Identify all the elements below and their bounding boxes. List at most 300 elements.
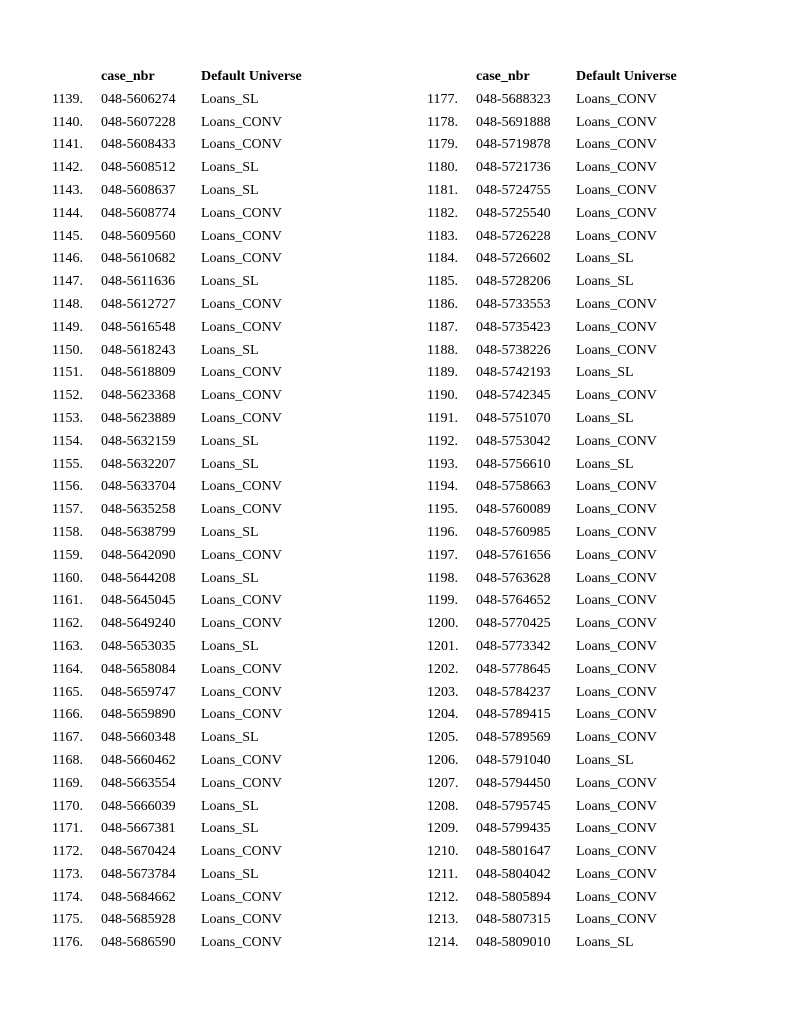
universe-cell: Loans_SL (576, 365, 634, 381)
table-row (427, 636, 716, 659)
universe-cell: Loans_CONV (576, 228, 657, 244)
table-row (427, 613, 716, 636)
row-number: 1156. (52, 479, 83, 495)
universe-cell: Loans_CONV (576, 433, 657, 449)
table-row (52, 590, 341, 613)
row-number: 1154. (52, 433, 83, 449)
universe-cell: Loans_CONV (576, 547, 657, 563)
table-row (427, 203, 716, 226)
table-row (52, 294, 341, 317)
universe-cell: Loans_CONV (576, 889, 657, 905)
case-nbr-cell: 048-5635258 (101, 502, 176, 518)
table-row (52, 340, 341, 363)
row-number: 1155. (52, 456, 83, 472)
row-number: 1170. (52, 798, 83, 814)
table-row (427, 362, 716, 385)
row-number: 1166. (52, 707, 83, 723)
table-row (427, 499, 716, 522)
table-row (52, 134, 341, 157)
table-row (427, 909, 716, 932)
table-row (427, 431, 716, 454)
row-number: 1192. (427, 433, 458, 449)
case-nbr-cell: 048-5807315 (476, 912, 551, 928)
universe-cell: Loans_CONV (576, 114, 657, 130)
universe-cell: Loans_CONV (201, 616, 282, 632)
table-row (52, 454, 341, 477)
table-row (427, 112, 716, 135)
case-nbr-cell: 048-5728206 (476, 274, 551, 290)
row-number: 1207. (427, 775, 459, 791)
table-row (427, 659, 716, 682)
row-number: 1150. (52, 342, 83, 358)
case-nbr-cell: 048-5809010 (476, 935, 551, 951)
case-nbr-cell: 048-5684662 (101, 889, 176, 905)
universe-cell: Loans_SL (201, 91, 259, 107)
case-nbr-header: case_nbr (101, 69, 155, 84)
row-number-header (427, 66, 476, 89)
case-nbr-cell: 048-5804042 (476, 866, 551, 882)
universe-cell: Loans_SL (201, 798, 259, 814)
table-row (52, 841, 341, 864)
table-row (427, 248, 716, 271)
universe-cell: Loans_CONV (201, 752, 282, 768)
table-row (427, 568, 716, 591)
table-row (52, 932, 341, 955)
table-row (52, 362, 341, 385)
case-nbr-cell: 048-5742345 (476, 388, 551, 404)
table-row (52, 750, 341, 773)
row-number: 1167. (52, 730, 83, 746)
row-number-header (52, 66, 101, 89)
universe-cell: Loans_CONV (201, 479, 282, 495)
row-number: 1172. (52, 844, 83, 860)
case-nbr-cell: 048-5610682 (101, 251, 176, 267)
table-row (52, 568, 341, 591)
table-row (52, 271, 341, 294)
row-number: 1169. (52, 775, 83, 791)
universe-cell: Loans_CONV (576, 319, 657, 335)
table-row (427, 180, 716, 203)
universe-cell: Loans_SL (201, 160, 259, 176)
case-nbr-cell: 048-5644208 (101, 570, 176, 586)
case-nbr-cell: 048-5673784 (101, 866, 176, 882)
universe-cell: Loans_CONV (201, 547, 282, 563)
case-nbr-cell: 048-5611636 (101, 274, 176, 290)
universe-cell: Loans_SL (201, 433, 259, 449)
universe-cell: Loans_CONV (576, 296, 657, 312)
table-row (52, 887, 341, 910)
case-nbr-cell: 048-5653035 (101, 638, 176, 654)
universe-cell: Loans_SL (201, 342, 259, 358)
row-number: 1203. (427, 684, 459, 700)
row-number: 1146. (52, 251, 83, 267)
case-nbr-cell: 048-5633704 (101, 479, 176, 495)
row-number: 1201. (427, 638, 459, 654)
case-nbr-cell: 048-5805894 (476, 889, 551, 905)
table-row (427, 271, 716, 294)
row-number: 1204. (427, 707, 459, 723)
table-row (52, 864, 341, 887)
row-number: 1144. (52, 205, 83, 221)
row-number: 1211. (427, 866, 458, 882)
case-nbr-cell: 048-5659747 (101, 684, 176, 700)
table-row (427, 294, 716, 317)
universe-cell: Loans_SL (201, 730, 259, 746)
universe-cell: Loans_CONV (201, 935, 282, 951)
case-nbr-cell: 048-5721736 (476, 160, 551, 176)
table-row (427, 773, 716, 796)
row-number: 1162. (52, 616, 83, 632)
row-number: 1151. (52, 365, 83, 381)
universe-cell: Loans_CONV (576, 479, 657, 495)
case-nbr-header: case_nbr (476, 69, 530, 84)
table-row (427, 226, 716, 249)
case-nbr-cell: 048-5799435 (476, 821, 551, 837)
row-number: 1176. (52, 935, 83, 951)
row-number: 1142. (52, 160, 83, 176)
case-nbr-cell: 048-5742193 (476, 365, 551, 381)
case-nbr-cell: 048-5760089 (476, 502, 551, 518)
left-column-table (52, 66, 341, 955)
table-row (52, 476, 341, 499)
default-universe-header: Default Universe (201, 69, 302, 84)
table-row (52, 431, 341, 454)
table-row (52, 203, 341, 226)
case-nbr-cell: 048-5688323 (476, 91, 551, 107)
table-header-row (427, 66, 716, 89)
universe-cell: Loans_CONV (576, 205, 657, 221)
row-number: 1141. (52, 137, 83, 153)
universe-cell: Loans_CONV (576, 844, 657, 860)
universe-cell: Loans_CONV (201, 388, 282, 404)
universe-cell: Loans_SL (201, 821, 259, 837)
case-nbr-cell: 048-5632159 (101, 433, 176, 449)
universe-cell: Loans_SL (576, 410, 634, 426)
case-nbr-cell: 048-5666039 (101, 798, 176, 814)
row-number: 1182. (427, 205, 458, 221)
universe-cell: Loans_CONV (576, 661, 657, 677)
row-number: 1145. (52, 228, 83, 244)
table-row (427, 408, 716, 431)
case-nbr-cell: 048-5608512 (101, 160, 176, 176)
universe-cell: Loans_CONV (576, 707, 657, 723)
row-number: 1174. (52, 889, 83, 905)
row-number: 1193. (427, 456, 458, 472)
row-number: 1198. (427, 570, 458, 586)
case-nbr-cell: 048-5659890 (101, 707, 176, 723)
case-nbr-cell: 048-5618243 (101, 342, 176, 358)
case-nbr-cell: 048-5623889 (101, 410, 176, 426)
universe-cell: Loans_CONV (576, 137, 657, 153)
row-number: 1196. (427, 524, 458, 540)
table-row (427, 750, 716, 773)
universe-cell: Loans_CONV (201, 889, 282, 905)
row-number: 1178. (427, 114, 458, 130)
table-row (52, 157, 341, 180)
row-number: 1163. (52, 638, 83, 654)
row-number: 1197. (427, 547, 458, 563)
case-nbr-cell: 048-5686590 (101, 935, 176, 951)
case-nbr-cell: 048-5724755 (476, 182, 551, 198)
row-number: 1205. (427, 730, 459, 746)
table-row (52, 682, 341, 705)
case-nbr-cell: 048-5751070 (476, 410, 551, 426)
universe-cell: Loans_CONV (576, 730, 657, 746)
row-number: 1194. (427, 479, 458, 495)
row-number: 1191. (427, 410, 458, 426)
table-row (52, 408, 341, 431)
right-column-table (427, 66, 716, 955)
row-number: 1184. (427, 251, 458, 267)
row-number: 1199. (427, 593, 458, 609)
universe-cell: Loans_CONV (201, 775, 282, 791)
case-nbr-cell: 048-5691888 (476, 114, 551, 130)
row-number: 1183. (427, 228, 458, 244)
universe-cell: Loans_CONV (201, 707, 282, 723)
universe-cell: Loans_CONV (576, 342, 657, 358)
table-row (427, 682, 716, 705)
row-number: 1189. (427, 365, 458, 381)
universe-cell: Loans_CONV (201, 251, 282, 267)
universe-cell: Loans_SL (201, 866, 259, 882)
table-row (52, 89, 341, 112)
universe-cell: Loans_CONV (576, 684, 657, 700)
case-nbr-cell: 048-5770425 (476, 616, 551, 632)
case-nbr-cell: 048-5789415 (476, 707, 551, 723)
case-nbr-cell: 048-5773342 (476, 638, 551, 654)
row-number: 1165. (52, 684, 83, 700)
case-nbr-cell: 048-5756610 (476, 456, 551, 472)
table-row (427, 545, 716, 568)
row-number: 1213. (427, 912, 459, 928)
universe-cell: Loans_CONV (576, 388, 657, 404)
row-number: 1149. (52, 319, 83, 335)
case-nbr-cell: 048-5795745 (476, 798, 551, 814)
case-nbr-cell: 048-5660462 (101, 752, 176, 768)
universe-cell: Loans_SL (201, 524, 259, 540)
universe-cell: Loans_SL (201, 456, 259, 472)
table-row (427, 590, 716, 613)
row-number: 1152. (52, 388, 83, 404)
universe-cell: Loans_CONV (201, 593, 282, 609)
row-number: 1200. (427, 616, 459, 632)
case-nbr-cell: 048-5733553 (476, 296, 551, 312)
universe-cell: Loans_CONV (201, 410, 282, 426)
table-row (427, 864, 716, 887)
table-row (52, 522, 341, 545)
case-nbr-cell: 048-5623368 (101, 388, 176, 404)
universe-cell: Loans_CONV (576, 798, 657, 814)
table-row (427, 887, 716, 910)
case-nbr-cell: 048-5667381 (101, 821, 176, 837)
row-number: 1147. (52, 274, 83, 290)
table-row (427, 89, 716, 112)
universe-cell: Loans_CONV (576, 91, 657, 107)
table-row (52, 226, 341, 249)
left-table-body (52, 89, 341, 955)
case-nbr-cell: 048-5764652 (476, 593, 551, 609)
table-row (52, 499, 341, 522)
case-nbr-cell: 048-5670424 (101, 844, 176, 860)
table-row (427, 727, 716, 750)
row-number: 1185. (427, 274, 458, 290)
table-row (427, 134, 716, 157)
row-number: 1159. (52, 547, 83, 563)
table-row (427, 841, 716, 864)
case-nbr-cell: 048-5608433 (101, 137, 176, 153)
table-row (52, 112, 341, 135)
universe-cell: Loans_SL (201, 182, 259, 198)
table-row (427, 704, 716, 727)
row-number: 1209. (427, 821, 459, 837)
universe-cell: Loans_SL (201, 638, 259, 654)
case-nbr-cell: 048-5663554 (101, 775, 176, 791)
table-row (52, 248, 341, 271)
case-nbr-cell: 048-5794450 (476, 775, 551, 791)
row-number: 1190. (427, 388, 458, 404)
row-number: 1206. (427, 752, 459, 768)
universe-cell: Loans_CONV (201, 684, 282, 700)
case-nbr-cell: 048-5685928 (101, 912, 176, 928)
universe-cell: Loans_SL (201, 570, 259, 586)
case-nbr-cell: 048-5632207 (101, 456, 176, 472)
case-nbr-cell: 048-5642090 (101, 547, 176, 563)
table-row (427, 454, 716, 477)
row-number: 1140. (52, 114, 83, 130)
right-table-body (427, 89, 716, 955)
universe-cell: Loans_CONV (576, 912, 657, 928)
universe-cell: Loans_CONV (576, 182, 657, 198)
default-universe-header: Default Universe (576, 69, 677, 84)
case-nbr-cell: 048-5738226 (476, 342, 551, 358)
row-number: 1160. (52, 570, 83, 586)
case-nbr-cell: 048-5719878 (476, 137, 551, 153)
row-number: 1164. (52, 661, 83, 677)
case-nbr-cell: 048-5735423 (476, 319, 551, 335)
case-nbr-cell: 048-5725540 (476, 205, 551, 221)
case-nbr-cell: 048-5758663 (476, 479, 551, 495)
case-nbr-cell: 048-5607228 (101, 114, 176, 130)
table-row (52, 727, 341, 750)
case-nbr-cell: 048-5791040 (476, 752, 551, 768)
row-number: 1187. (427, 319, 458, 335)
universe-cell: Loans_CONV (201, 502, 282, 518)
case-nbr-cell: 048-5649240 (101, 616, 176, 632)
table-row (52, 613, 341, 636)
universe-cell: Loans_CONV (576, 502, 657, 518)
row-number: 1177. (427, 91, 458, 107)
table-row (52, 659, 341, 682)
case-nbr-cell: 048-5608774 (101, 205, 176, 221)
universe-cell: Loans_SL (576, 935, 634, 951)
universe-cell: Loans_SL (201, 274, 259, 290)
case-nbr-cell: 048-5618809 (101, 365, 176, 381)
case-nbr-cell: 048-5726602 (476, 251, 551, 267)
row-number: 1168. (52, 752, 83, 768)
table-row (52, 909, 341, 932)
case-nbr-cell: 048-5616548 (101, 319, 176, 335)
case-nbr-cell: 048-5784237 (476, 684, 551, 700)
case-nbr-cell: 048-5763628 (476, 570, 551, 586)
universe-cell: Loans_SL (576, 456, 634, 472)
case-nbr-cell: 048-5726228 (476, 228, 551, 244)
table-row (427, 818, 716, 841)
row-number: 1148. (52, 296, 83, 312)
row-number: 1161. (52, 593, 83, 609)
universe-cell: Loans_SL (576, 752, 634, 768)
row-number: 1143. (52, 182, 83, 198)
case-nbr-cell: 048-5778645 (476, 661, 551, 677)
case-nbr-cell: 048-5608637 (101, 182, 176, 198)
table-row (427, 796, 716, 819)
universe-cell: Loans_CONV (201, 114, 282, 130)
table-row (427, 522, 716, 545)
universe-cell: Loans_CONV (201, 205, 282, 221)
table-row (52, 704, 341, 727)
table-row (52, 317, 341, 340)
row-number: 1214. (427, 935, 459, 951)
table-row (427, 340, 716, 363)
case-nbr-cell: 048-5761656 (476, 547, 551, 563)
universe-cell: Loans_CONV (201, 228, 282, 244)
table-row (52, 773, 341, 796)
universe-cell: Loans_SL (576, 274, 634, 290)
row-number: 1175. (52, 912, 83, 928)
table-row (52, 636, 341, 659)
row-number: 1139. (52, 91, 83, 107)
table-row (52, 545, 341, 568)
table-row (427, 157, 716, 180)
universe-cell: Loans_CONV (576, 775, 657, 791)
case-nbr-cell: 048-5658084 (101, 661, 176, 677)
universe-cell: Loans_CONV (576, 866, 657, 882)
table-row (52, 796, 341, 819)
universe-cell: Loans_CONV (201, 319, 282, 335)
case-nbr-cell: 048-5801647 (476, 844, 551, 860)
row-number: 1179. (427, 137, 458, 153)
table-row (427, 385, 716, 408)
row-number: 1195. (427, 502, 458, 518)
case-nbr-cell: 048-5609560 (101, 228, 176, 244)
universe-cell: Loans_CONV (576, 160, 657, 176)
universe-cell: Loans_CONV (201, 661, 282, 677)
row-number: 1153. (52, 410, 83, 426)
case-nbr-cell: 048-5753042 (476, 433, 551, 449)
universe-cell: Loans_CONV (201, 365, 282, 381)
row-number: 1188. (427, 342, 458, 358)
universe-cell: Loans_CONV (576, 570, 657, 586)
table-header-row (52, 66, 341, 89)
row-number: 1181. (427, 182, 458, 198)
table-row (52, 385, 341, 408)
row-number: 1157. (52, 502, 83, 518)
universe-cell: Loans_CONV (576, 616, 657, 632)
table-row (427, 317, 716, 340)
table-row (427, 476, 716, 499)
row-number: 1186. (427, 296, 458, 312)
case-nbr-cell: 048-5789569 (476, 730, 551, 746)
case-nbr-cell: 048-5606274 (101, 91, 176, 107)
row-number: 1158. (52, 524, 83, 540)
universe-cell: Loans_CONV (201, 844, 282, 860)
row-number: 1171. (52, 821, 83, 837)
table-row (427, 932, 716, 955)
row-number: 1202. (427, 661, 459, 677)
row-number: 1212. (427, 889, 459, 905)
table-row (52, 180, 341, 203)
universe-cell: Loans_SL (576, 251, 634, 267)
case-nbr-cell: 048-5612727 (101, 296, 176, 312)
